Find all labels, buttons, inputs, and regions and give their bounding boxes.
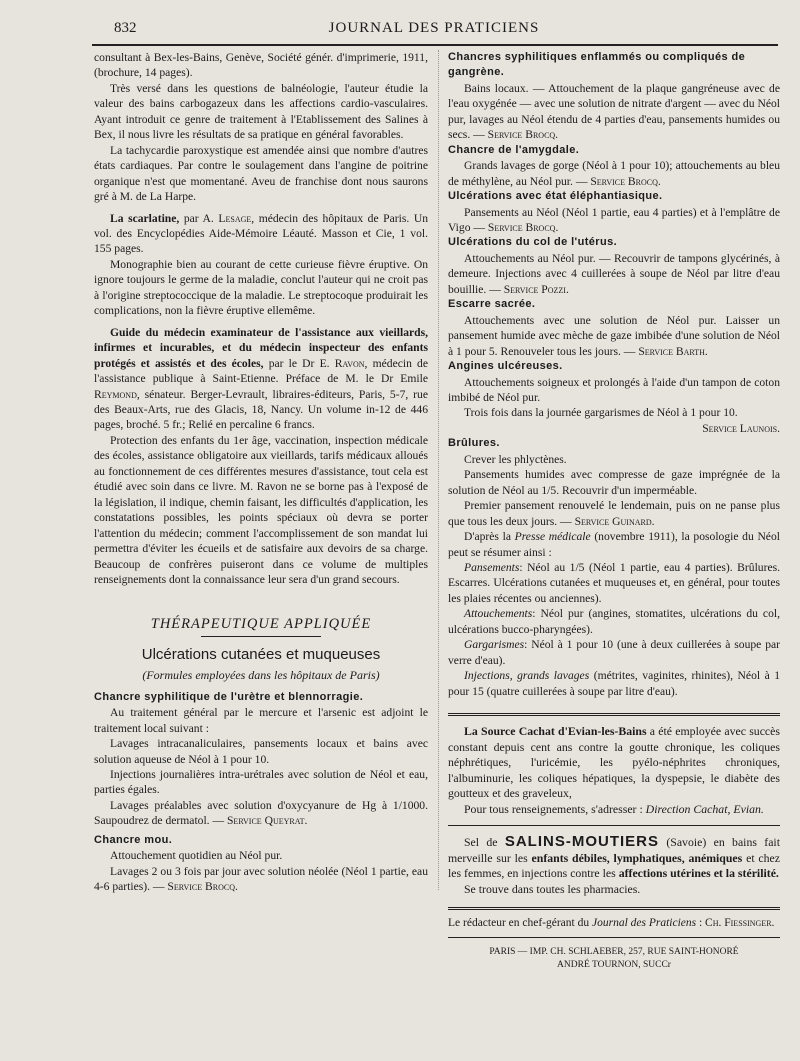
book-title: La scarlatine, [110, 211, 180, 225]
printer-imprint: PARIS — IMP. CH. SCHLAEBER, 257, RUE SAINT-HONORÉ [489, 947, 739, 958]
service-credit: Service Pozzi. [503, 282, 569, 296]
subheading: Escarre sacrée. [448, 298, 536, 311]
paragraph: Au traitement général par le mercure et l'arsenic est adjoint le traitement local suivant : [94, 706, 428, 735]
paragraph [448, 251, 780, 297]
subheading: Chancre syphilitique de l'urètre et blennorragie. [94, 690, 364, 703]
ad-text [448, 724, 780, 802]
posology-item [448, 637, 780, 668]
ad-text: Se trouve dans toutes les pharmacies. [464, 881, 641, 896]
item-text: : Néol à 1 pour 10 (une à deux cuillerées à soupe par verre d'eau). [448, 638, 780, 667]
journal-name: Journal des Praticiens [591, 917, 697, 930]
paragraph: Pansements humides avec compresse de gaze imprégnée de la solution de Néol au 1/5. Recouvrir d'un imperméable. [448, 468, 780, 497]
text: Pour tous renseignements, s'adresser : [464, 801, 643, 816]
article-subtitle: (Formules employées dans les hôpitaux de Paris) [142, 668, 380, 683]
footer-rule [448, 907, 780, 910]
text: Premier pansement renouvelé le lendemain, puis on ne panse plus que tous les deux jours. — [448, 499, 780, 528]
service-credit: Service Guinard. [574, 514, 655, 528]
paragraph: Lavages intracanaliculaires, pansements locaux et bains avec solution aqueuse de Néol à 1 pour 10. [94, 737, 428, 766]
paragraph: Injections journalières intra-urétrales avec solution de Néol et eau, parties égales. [94, 768, 428, 797]
item-label: Attouchements [464, 607, 533, 621]
paragraph: Attouchement quotidien au Néol pur. [110, 849, 283, 863]
posology-item [448, 560, 780, 606]
item-text: : Néol au 1/5 (Néol 1 partie, eau 4 parties). Brûlures. Escarres. Ulcérations cutanées et muqueuses et, en général, pour toutes les plaies récentes ou anciennes). [448, 560, 780, 605]
item-text: : Néol pur (angines, stomatites, ulcérations du col, ulcérations bucco-pharyngées). [448, 607, 780, 636]
service-credit: Service Queyrat. [226, 814, 308, 828]
source-title: Presse médicale [514, 530, 591, 544]
service-credit: Service Brocq. [487, 128, 559, 142]
service-credit: Service Barth. [638, 344, 708, 358]
text: par A. [183, 211, 214, 225]
ad-highlight: affections utérines et la stérilité. [618, 866, 779, 881]
paragraph [448, 313, 780, 359]
text: Bains locaux. — Attouchement de la plaque gangréneuse avec de l'eau oxygénée — avec une solution de nitrate d'argent — avec du Néol pur, lavages au Néol étendu de 4 parties d'eau, pansements humides ou secs. — [448, 81, 780, 142]
text: Sel de [464, 835, 498, 850]
item-label: Gargarismes [464, 638, 525, 652]
subheading: Ulcérations du col de l'utérus. [448, 236, 618, 249]
paragraph: Trois fois dans la journée gargarismes de Néol à 1 pour 10. [464, 406, 738, 420]
text: Lavages 2 ou 3 fois par jour avec solution néolée (Néol 1 partie, eau 4-6 parties). — [94, 864, 428, 894]
text: par le Dr E. [268, 356, 330, 370]
footer-rule [448, 937, 780, 938]
review-paragraph: consultant à Bex-les-Bains, Genève, Société génér. d'imprimerie, 1911, (brochure, 14 pages). [94, 51, 428, 80]
page-number: 832 [114, 20, 137, 36]
journal-title: JOURNAL DES PRATICIENS [328, 20, 540, 36]
text: Le rédacteur en chef-gérant du [448, 917, 590, 930]
text: Grands lavages de gorge (Néol à 1 pour 10); attouchements au bleu de méthylène, au Néol pur. — [448, 159, 780, 188]
preface-author: Reymond [94, 387, 137, 401]
book-title: Guide du médecin examinateur de l'assistance aux vieillards, infirmes et incurables, et du médecin inspecteur des enfants protégés et assistés et des écoles, [94, 325, 428, 370]
text: (novembre 1911), la posologie du Néol peut se résumer ainsi : [448, 530, 780, 559]
text: Pansements au Néol (Néol 1 partie, eau 4 parties) et à l'emplâtre de Vigo — [448, 205, 780, 234]
subheading: Angines ulcéreuses. [448, 360, 563, 373]
column-divider [438, 50, 439, 890]
text: Lavages préalables avec solution d'oxycyanure de Hg à 1/1000. Saupoudrez de dermatol. — [94, 798, 428, 828]
paragraph [94, 798, 428, 829]
author-name: Ravon [334, 356, 365, 370]
text: a été employée avec succès constant depuis cent ans contre la goutte chronique, les coliques néphrétiques, l'uricémie, les pyélo-néphrites chroniques, l'albuminurie, les coliques hépatiques, la dyspepsie, le diabète des goutteux et des graveleux, [448, 724, 780, 801]
ad-brand: La Source Cachat d'Evian-les-Bains [464, 724, 647, 739]
ad-address: Direction Cachat, Evian. [645, 801, 764, 816]
article-title: Ulcérations cutanées et muqueuses [141, 645, 381, 663]
posology-item [448, 606, 780, 637]
subheading: Chancre de l'amygdale. [448, 143, 580, 156]
paragraph [448, 498, 780, 529]
text: (Savoie) en bains fait merveille sur les [448, 835, 780, 865]
review-paragraph: La tachycardie paroxystique est amendée ainsi que nombre d'autres états cardiaques. Par contre le soulagement dans l'angine de poitrine organique n'est que momentané. Aveu de franchise dont nous saurons gré à M. de La Harpe. [94, 143, 428, 204]
subheading: Chancres syphilitiques enflammés ou compliqués de gangrène. [448, 51, 746, 79]
posology-intro [448, 529, 780, 560]
item-text: (métrites, vaginites, rhinites), Néol à 1 pour 15 (quatre cuillerées à soupe par litre d'eau). [448, 669, 780, 698]
subheading: Brûlures. [448, 437, 500, 450]
paragraph [448, 81, 780, 143]
item-label: Pansements [464, 560, 520, 574]
service-credit: Service Launois. [702, 421, 780, 435]
paragraph: Crever les phlyctènes. [464, 452, 567, 466]
text: Attouchements avec une solution de Néol pur. Laisser un pansement humide avec mèche de gaze imbibée d'une solution de Néol à 1 pour 5. Renouveler tous les jours. — [448, 313, 780, 358]
review-paragraph: Très versé dans les questions de balnéologie, l'auteur étudie la valeur des bains carbogazeux dans les affections cardio-vasculaires. Ayant introduit ce genre de traitement à l'Etablissement des Salines à Bex, il nous livre les résultats de sa pratique en général favorables. [94, 81, 428, 142]
printer-imprint: ANDRÉ TOURNON, SUCCr [557, 960, 671, 971]
author-name: Lesage [218, 211, 252, 225]
text: et chez les femmes, en injections contre les [448, 850, 781, 881]
service-credit: Service Brocq. [487, 220, 559, 234]
advertisement-salins [448, 834, 780, 897]
paragraph [448, 205, 780, 236]
ad-highlight: enfants débiles, lymphatiques, anémiques [531, 850, 743, 865]
service-credit: Service Brocq. [590, 174, 661, 188]
right-column [448, 50, 780, 972]
paragraph [448, 158, 780, 189]
ad-text [448, 834, 780, 882]
text: Attouchements au Néol pur. — Recouvrir de tampons glycérinés, à demeure. Injections avec 4 cuillerées à soupe de Néol par litre d'eau bouillie. — [448, 251, 780, 296]
service-credit: Service Brocq. [167, 880, 238, 894]
text: , médecin de l'assistance publique à Saint-Etienne. Préface de M. le Dr Emile [94, 356, 428, 386]
review-paragraph: Protection des enfants du 1er âge, vaccination, inspection médicale des écoles, assistance obligatoire aux vieillards, tarifs médicaux alloués au fonctionnement de ces différentes mesures d'assistance, tout cela est étudié avec soin dans ce livre. M. Ravon ne se borne pas à l'exposé de la législation, il indique, chemin faisant, les difficultés d'application, les constatations possibles, les points spéciaux où devra se porter l'attention du médecin; comment l'accomplissement de son mandat lui permettra d'éviter les écueils et de satisfaire aux devoirs de sa charge. Beaucoup de confrères puiseront dans ce volume de multiples renseignements dont la connaissance leur sera d'un grand secours. [94, 433, 428, 586]
review-guide-heading [94, 325, 428, 433]
editor-name: : Ch. Fiessinger. [698, 917, 775, 930]
item-label: Injections, grands lavages [464, 669, 590, 683]
advertisement-rule [448, 713, 780, 716]
review-scarlatine-heading [94, 211, 428, 257]
ad-contact [448, 802, 780, 818]
paragraph [94, 864, 428, 895]
section-rule [201, 636, 321, 637]
text: D'après la [464, 530, 511, 544]
posology-item [448, 668, 780, 699]
left-column [94, 50, 428, 895]
header-rule [92, 44, 778, 46]
advertisement-cachat [448, 724, 780, 817]
ad-brand: SALINS-MOUTIERS [504, 833, 660, 851]
review-paragraph: Monographie bien au courant de cette curieuse fièvre éruptive. On ignore toujours le germe de la maladie, conclut l'auteur qui ne croit pas à l'origine streptococcique de la maladie. Le streptocoque produirait les complications, non la fièvre éruptive ellemême. [94, 257, 428, 318]
subheading: Chancre mou. [94, 833, 173, 846]
book-details: , sénateur. Berger-Levrault, libraires-éditeurs, Paris, 5-7, rue des Beaux-Arts, rue des Glacis, 18, Nancy. Un volume in-12 de 446 pages, broché. 5 fr.; Relié en percaline 6 francs. [94, 387, 428, 432]
section-title: THÉRAPEUTIQUE APPLIQUÉE [150, 616, 372, 633]
paragraph: Attouchements soigneux et prolongés à l'aide d'un tampon de coton imbibé de Néol pur. [448, 375, 780, 404]
book-details: , médecin des hôpitaux de Paris. Un vol. des Encyclopédies Aide-Mémoire Léauté. Masson et Cie, 1 vol. 155 pages. [94, 211, 428, 256]
page-header [88, 14, 780, 38]
subheading: Ulcérations avec état éléphantiasique. [448, 190, 663, 203]
editor-credit [448, 916, 780, 931]
advertisement-rule [448, 825, 780, 826]
